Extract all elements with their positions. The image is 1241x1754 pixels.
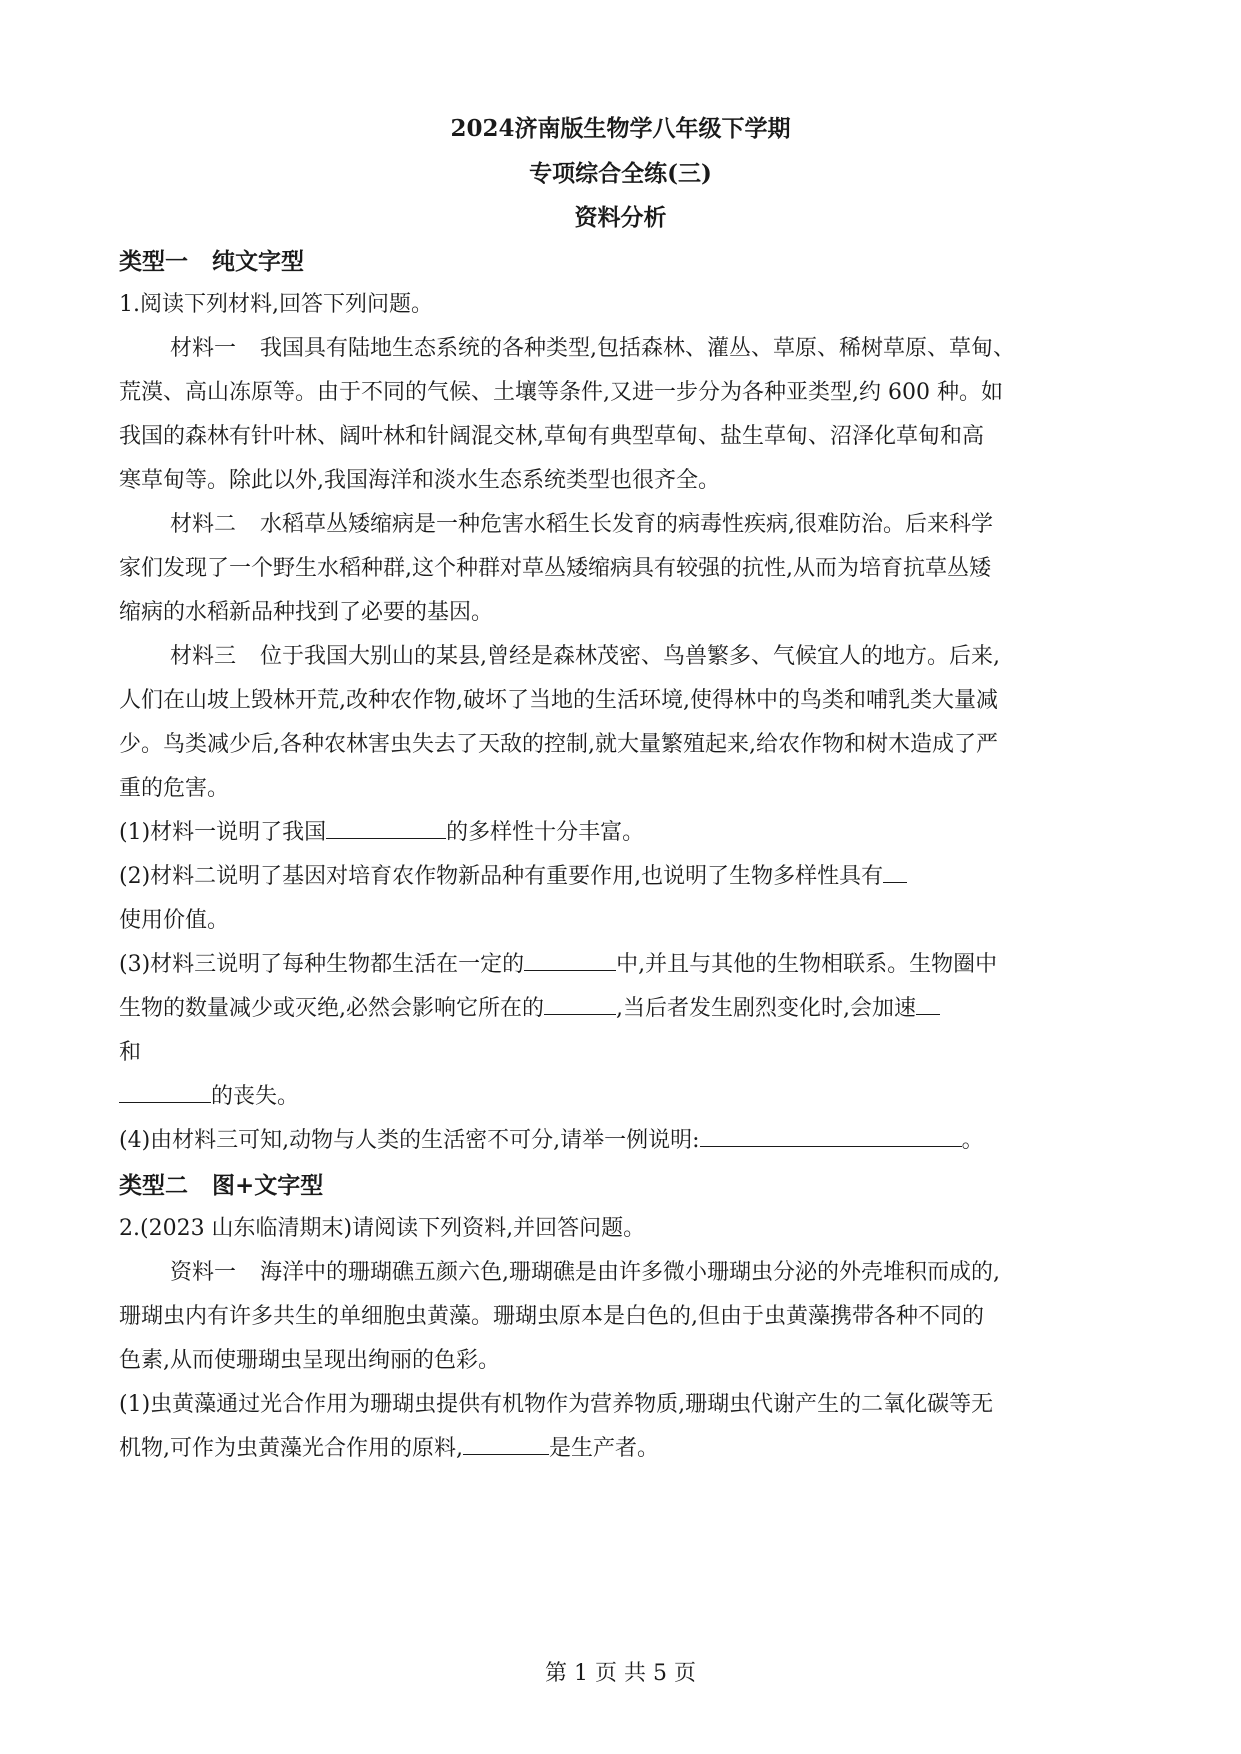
section-label: 类型二 — [119, 1172, 188, 1199]
section-name: 纯文字型 — [212, 248, 304, 275]
paragraph-line: 家们发现了一个野生水稻种群,这个种群对草丛矮缩病具有较强的抗性,从而为培育抗草丛矮 — [119, 556, 991, 581]
paragraph-text: 水稻草丛矮缩病是一种危害水稻生长发育的病毒性疾病,很难防治。后来科学 — [260, 512, 994, 537]
paragraph-text: 海洋中的珊瑚礁五颜六色,珊瑚礁是由许多微小珊瑚虫分泌的外壳堆积而成的, — [260, 1260, 1001, 1285]
question-2-cont: 使用价值。 — [119, 908, 230, 933]
document-title: 2024济南版生物学八年级下学期 — [450, 115, 791, 142]
section-heading-1 — [119, 243, 304, 276]
question-text: (3)材料三说明了每种生物都生活在一定的 — [119, 952, 525, 977]
answer-blank[interactable] — [524, 950, 616, 971]
paragraph-line: 人们在山坡上毁林开荒,改种农作物,破坏了当地的生活环境,使得林中的鸟类和哺乳类大量减 — [119, 688, 998, 713]
material-label: 资料一 — [170, 1260, 237, 1285]
question-text: (1)材料一说明了我国 — [119, 820, 327, 845]
question-text: 的丧失。 — [211, 1084, 300, 1109]
material-paragraph — [170, 507, 993, 538]
paragraph-line: 荒漠、高山冻原等。由于不同的气候、土壤等条件,又进一步分为各种亚类型,约 600 种。如 — [119, 380, 1003, 405]
answer-blank[interactable] — [700, 1126, 962, 1147]
answer-blank[interactable] — [883, 862, 907, 883]
section-heading-2 — [119, 1167, 323, 1200]
paragraph-line: 珊瑚虫内有许多共生的单细胞虫黄藻。珊瑚虫原本是白色的,但由于虫黄藻携带各种不同的 — [119, 1304, 984, 1329]
section-name: 图+文字型 — [212, 1172, 324, 1199]
question-text: 生物的数量减少或灭绝,必然会影响它所在的 — [119, 996, 544, 1021]
answer-blank[interactable] — [916, 994, 940, 1015]
question-text: 机物,可作为虫黄藻光合作用的原料, — [119, 1436, 463, 1461]
page-number: 第 1 页 共 5 页 — [545, 1661, 696, 1686]
paragraph-line: 我国的森林有针叶林、阔叶林和针阔混交林,草甸有典型草甸、盐生草甸、沼泽化草甸和高 — [119, 424, 984, 449]
material-label: 材料三 — [170, 644, 237, 669]
question-text: 。 — [961, 1128, 984, 1153]
question-intro: 1.阅读下列材料,回答下列问题。 — [119, 292, 433, 317]
material-label: 材料一 — [170, 336, 237, 361]
question-3-cont: 和 — [119, 1040, 142, 1065]
paragraph-text: 我国具有陆地生态系统的各种类型,包括森林、灌丛、草原、稀树草原、草甸、 — [260, 336, 1016, 361]
paragraph-line: 少。鸟类减少后,各种农林害虫失去了天敌的控制,就大量繁殖起来,给农作物和树木造成了严 — [119, 732, 998, 757]
paragraph-line: 重的危害。 — [119, 776, 230, 801]
paragraph-text: 位于我国大别山的某县,曾经是森林茂密、鸟兽繁多、气候宜人的地方。后来, — [260, 644, 1001, 669]
question-4 — [119, 1123, 984, 1154]
document-topic: 资料分析 — [574, 204, 667, 231]
question-3 — [119, 947, 997, 978]
question-intro: 2.(2023 山东临清期末)请阅读下列资料,并回答问题。 — [119, 1216, 646, 1241]
question-text: 的多样性十分丰富。 — [446, 820, 645, 845]
question-text: 中,并且与其他的生物相联系。生物圈中 — [616, 952, 998, 977]
answer-blank[interactable] — [544, 994, 616, 1015]
question-1 — [119, 815, 644, 846]
answer-blank[interactable] — [463, 1434, 549, 1455]
material-paragraph — [170, 331, 1015, 362]
question-text: 是生产者。 — [549, 1436, 660, 1461]
question-3-cont — [119, 991, 940, 1022]
question-1: (1)虫黄藻通过光合作用为珊瑚虫提供有机物作为营养物质,珊瑚虫代谢产生的二氧化碳等无 — [119, 1392, 994, 1417]
document-subtitle: 专项综合全练(三) — [529, 160, 712, 187]
question-text: (4)由材料三可知,动物与人类的生活密不可分,请举一例说明: — [119, 1128, 700, 1153]
paragraph-line: 色素,从而使珊瑚虫呈现出绚丽的色彩。 — [119, 1348, 500, 1373]
material-paragraph — [170, 639, 1000, 670]
answer-blank[interactable] — [326, 818, 446, 839]
section-label: 类型一 — [119, 248, 188, 275]
paragraph-line: 寒草甸等。除此以外,我国海洋和淡水生态系统类型也很齐全。 — [119, 468, 720, 493]
material-paragraph — [170, 1255, 1000, 1286]
paragraph-line: 缩病的水稻新品种找到了必要的基因。 — [119, 600, 494, 625]
answer-blank[interactable] — [119, 1082, 211, 1103]
question-3-cont — [119, 1079, 299, 1110]
question-2 — [119, 859, 907, 890]
question-text: ,当后者发生剧烈变化时,会加速 — [616, 996, 916, 1021]
question-1-cont — [119, 1431, 659, 1462]
material-label: 材料二 — [170, 512, 237, 537]
question-text: (2)材料二说明了基因对培育农作物新品种有重要作用,也说明了生物多样性具有 — [119, 864, 884, 889]
